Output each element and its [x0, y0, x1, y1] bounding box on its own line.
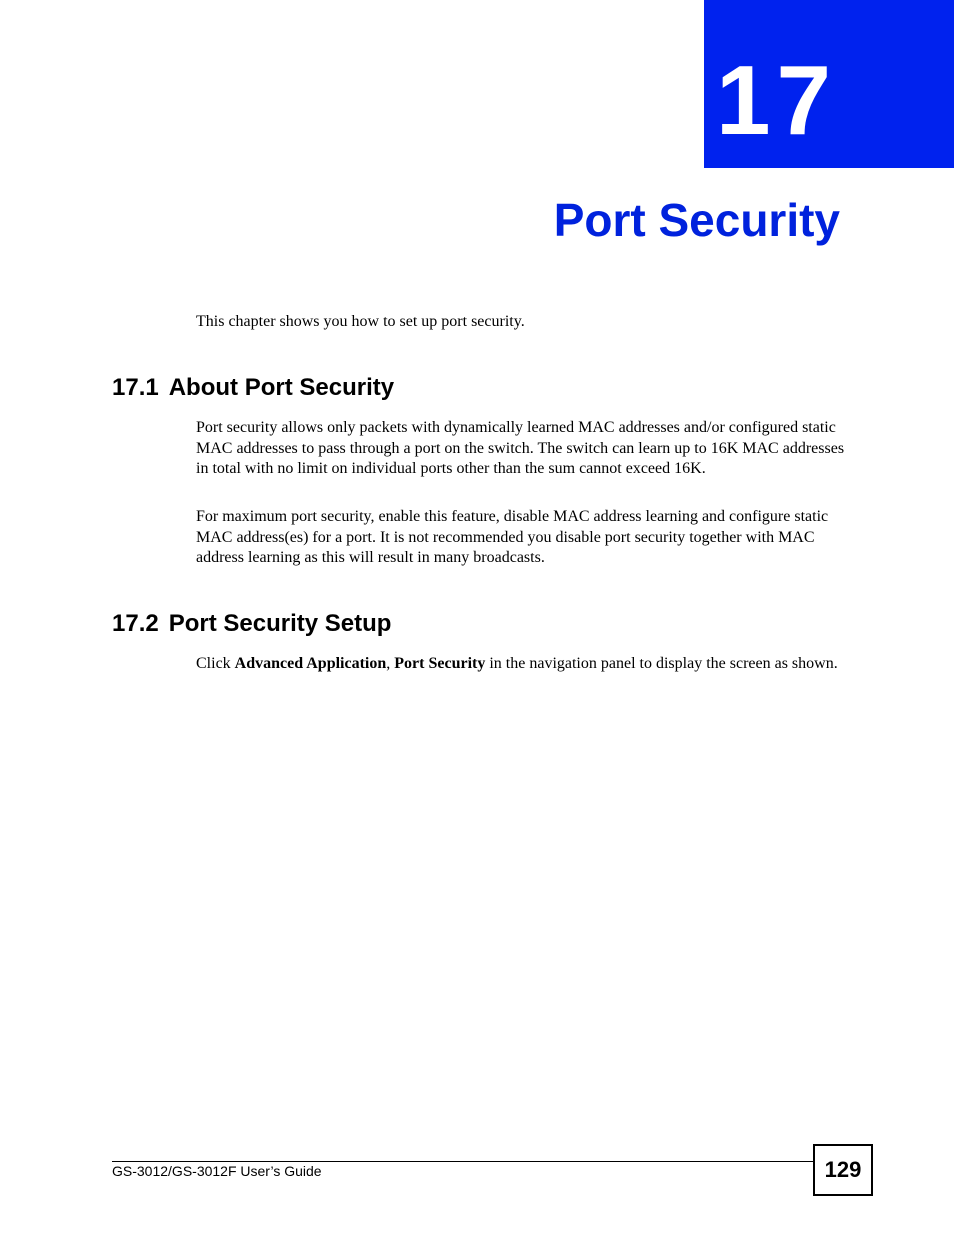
section-title: About Port Security	[168, 374, 395, 401]
page-number: 129	[824, 1157, 862, 1182]
page-number-box	[813, 1144, 873, 1196]
section-number: 17.2	[112, 610, 159, 637]
text-run: in the navigation panel to display the screen as shown.	[485, 655, 838, 672]
menu-name-port-security: Port Security	[394, 655, 486, 672]
section-title: Port Security Setup	[168, 610, 392, 637]
text-run: Click	[196, 655, 235, 672]
chapter-title: Port Security	[553, 194, 840, 246]
about-paragraph-2: For maximum port security, enable this feature, disable MAC address learning and configure static MAC address(es) for a port. It is not recommended you disable port security together with MAC address learning as this will result in many broadcasts.	[196, 508, 829, 566]
chapter-intro: This chapter shows you how to set up port security.	[196, 313, 525, 330]
footer-guide-title: GS-3012/GS-3012F User’s Guide	[112, 1163, 322, 1179]
setup-paragraph	[196, 654, 846, 675]
menu-name-advanced-application: Advanced Application	[234, 655, 387, 672]
chapter-number: 17	[716, 45, 838, 155]
section-number: 17.1	[112, 374, 159, 401]
section-heading-17-1	[112, 373, 394, 403]
section-heading-17-2	[112, 609, 391, 639]
about-paragraph-1: Port security allows only packets with dynamically learned MAC addresses and/or configured static MAC addresses to pass through a port on the switch. The switch can learn up to 16K MAC addresses in total with no limit on individual ports other than the sum cannot exceed 16K.	[196, 419, 845, 477]
text-run: ,	[386, 655, 395, 672]
